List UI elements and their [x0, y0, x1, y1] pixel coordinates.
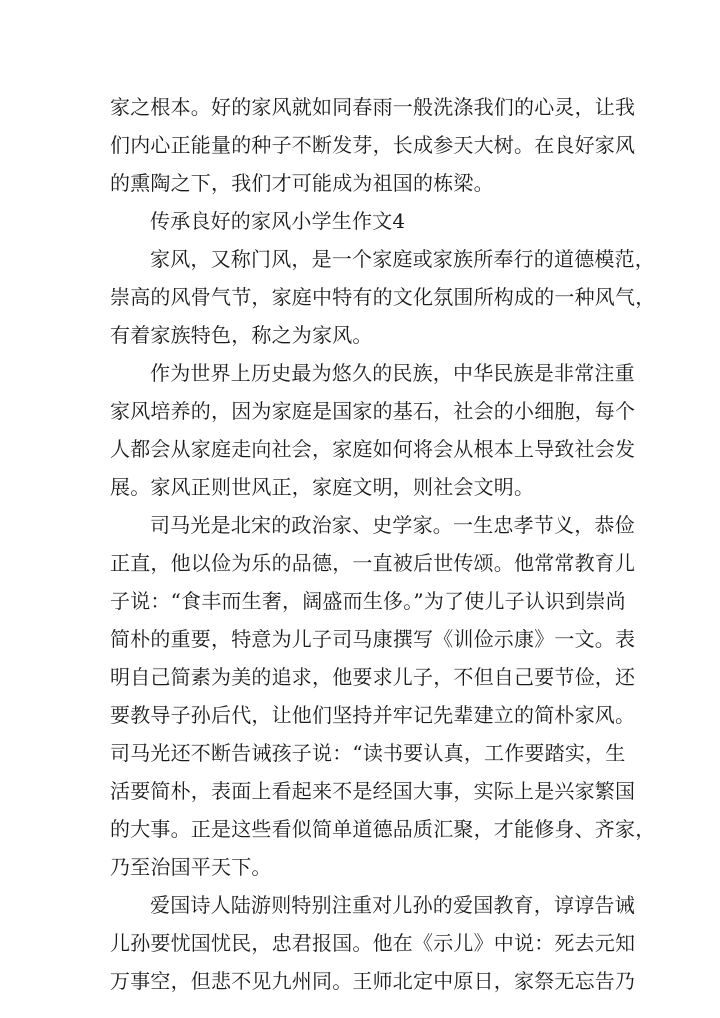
- paragraph-line: 的大事。正是这些看似简单道德品质汇聚，才能修身、齐家，: [110, 817, 656, 841]
- paragraph-line: 司马光还不断告诫孩子说：“读书要认真，工作要踏实，生: [110, 741, 626, 765]
- paragraph-line: 正直，他以俭为乐的品德，一直被后世传颂。他常常教育儿: [110, 551, 636, 575]
- paragraph-line: 崇高的风骨气节，家庭中特有的文化氛围所构成的一种风气，: [110, 285, 656, 309]
- section-title: 传承良好的家风小学生作文4: [150, 209, 406, 233]
- paragraph-line: 作为世界上历史最为悠久的民族，中华民族是非常注重: [150, 361, 635, 385]
- paragraph-line: 儿孙要忧国忧民，忠君报国。他在《示儿》中说：死去元知: [110, 931, 636, 955]
- paragraph-line: 万事空，但悲不见九州同。王师北定中原日，家祭无忘告乃: [110, 969, 636, 993]
- paragraph-line: 子说：“食丰而生奢，阔盛而生侈。”为了使儿子认识到崇尚: [110, 589, 626, 613]
- document-body: [110, 88, 656, 1000]
- paragraph-line: 家风培养的，因为家庭是国家的基石，社会的小细胞，每个: [110, 399, 636, 423]
- paragraph-line: 有着家族特色，称之为家风。: [110, 323, 373, 347]
- paragraph-line: 人都会从家庭走向社会，家庭如何将会从根本上导致社会发: [110, 437, 636, 461]
- paragraph-line: 家之根本。好的家风就如同春雨一般洗涤我们的心灵，让我: [110, 95, 636, 119]
- paragraph-line: 家风，又称门风，是一个家庭或家族所奉行的道德模范，: [150, 247, 655, 271]
- paragraph-line: 司马光是北宋的政治家、史学家。一生忠孝节义，恭俭: [150, 513, 635, 537]
- paragraph-line: 简朴的重要，特意为儿子司马康撰写《训俭示康》一文。表: [110, 627, 636, 651]
- paragraph-line: 们内心正能量的种子不断发芽，长成参天大树。在良好家风: [110, 133, 636, 157]
- paragraph-line: 展。家风正则世风正，家庭文明，则社会文明。: [110, 475, 535, 499]
- paragraph-line: 乃至治国平天下。: [110, 855, 272, 879]
- paragraph-line: 活要简朴，表面上看起来不是经国大事，实际上是兴家繁国: [110, 779, 636, 803]
- paragraph-line: 的熏陶之下，我们才可能成为祖国的栋梁。: [110, 171, 494, 195]
- paragraph-line: 明自己简素为美的追求，他要求儿子，不但自己要节俭，还: [110, 665, 636, 689]
- paragraph-line: 爱国诗人陆游则特别注重对儿孙的爱国教育，谆谆告诫: [150, 893, 635, 917]
- paragraph-line: 要教导子孙后代，让他们坚持并牢记先辈建立的简朴家风。: [110, 703, 636, 727]
